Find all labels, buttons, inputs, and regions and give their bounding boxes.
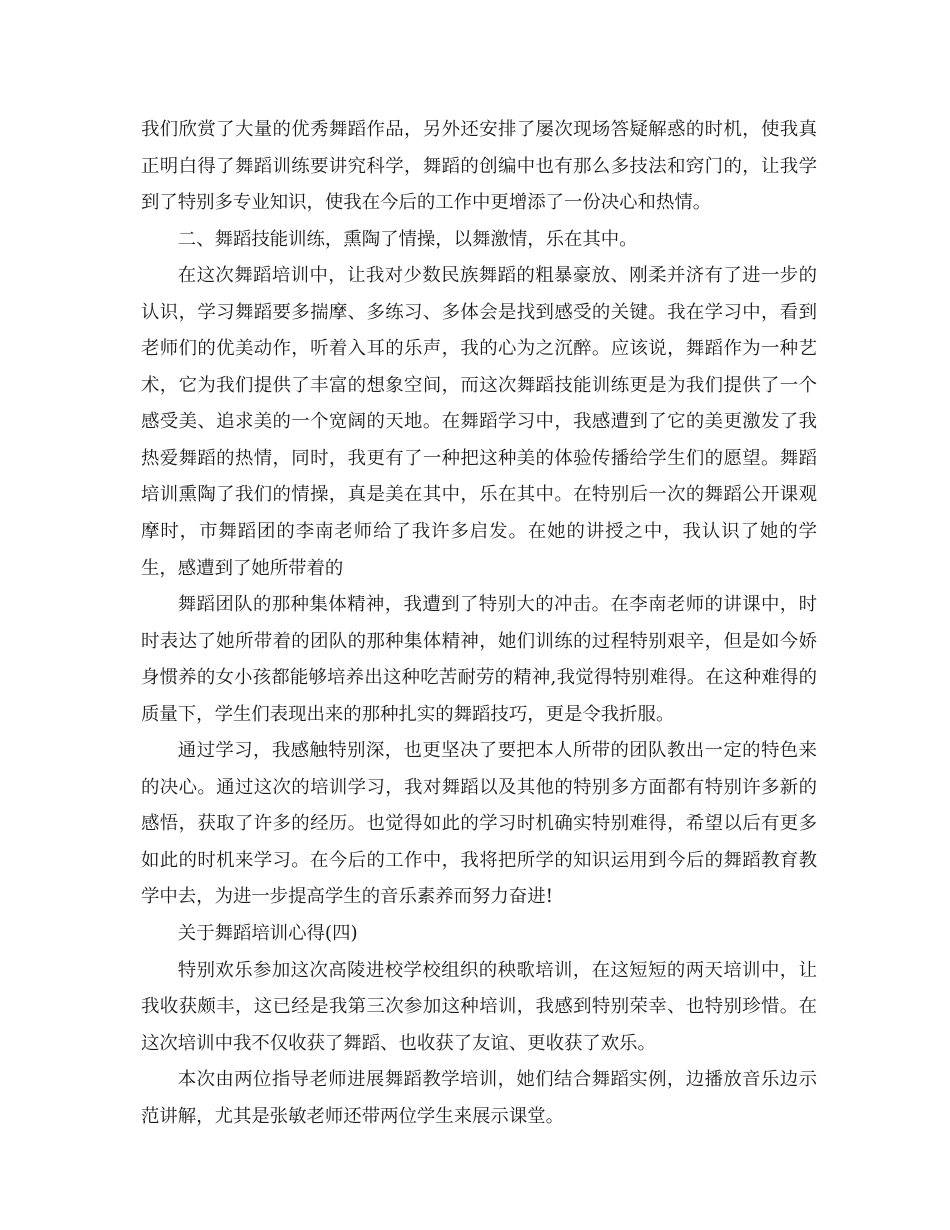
- section-heading-skills-training: 二、舞蹈技能训练，熏陶了情操，以舞激情，乐在其中。: [177, 228, 638, 250]
- paragraph-1: 我们欣赏了大量的优秀舞蹈作品，另外还安排了屡次现场答疑解惑的时机，使我真正明白得了舞蹈训练要讲究科学，舞蹈的创编中也有那么多技法和窍门的，让我学到了特别多专业知识，使我在今后的工作中更增添了一份决心和热情。: [141, 119, 817, 214]
- paragraph-7: 特别欢乐参加这次高陵进校学校组织的秧歌培训，在这短短的两天培训中，让我收获颇丰，这已经是我第三次参加这种培训，我感到特别荣幸、也特别珍惜。在这次培训中我不仅收获了舞蹈、也收获了友谊、更收获了欢乐。: [141, 959, 817, 1054]
- paragraph-8: 本次由两位指导老师进展舞蹈教学培训，她们结合舞蹈实例，边播放音乐边示范讲解，尤其是张敏老师还带两位学生来展示课堂。: [141, 1069, 817, 1127]
- section-heading-part-four: 关于舞蹈培训心得(四): [177, 923, 358, 945]
- paragraph-3: 在这次舞蹈培训中，让我对少数民族舞蹈的粗暴豪放、刚柔并济有了进一步的认识，学习舞蹈要多揣摩、多练习、多体会是找到感受的关键。我在学习中，看到老师们的优美动作，听着入耳的乐声，我的心为之沉醉。应该说，舞蹈作为一种艺术，它为我们提供了丰富的想象空间，而这次舞蹈技能训练更是为我们提供了一个感受美、追求美的一个宽阔的天地。在舞蹈学习中，我感遭到了它的美更激发了我热爱舞蹈的热情，同时，我更有了一种把这种美的体验传播给学生们的愿望。舞蹈培训熏陶了我们的情操，真是美在其中，乐在其中。在特别后一次的舞蹈公开课观摩时，市舞蹈团的李南老师给了我许多启发。在她的讲授之中，我认识了她的学生，感遭到了她所带着的: [141, 265, 817, 579]
- body-text: [141, 112, 817, 1135]
- paragraph-4: 舞蹈团队的那种集体精神，我遭到了特别大的冲击。在李南老师的讲课中，时时表达了她所带着的团队的那种集体精神，她们训练的过程特别艰辛，但是如今娇身惯养的女小孩都能够培养出这种吃苦耐劳的精神,我觉得特别难得。在这种难得的质量下，学生们表现出来的那种扎实的舞蹈技巧，更是令我折服。: [141, 594, 817, 725]
- paragraph-5: 通过学习，我感触特别深，也更坚决了要把本人所带的团队教出一定的特色来的决心。通过这次的培训学习，我对舞蹈以及其他的特别多方面都有特别许多新的感悟，获取了许多的经历。也觉得如此的学习时机确实特别难得，希望以后有更多如此的时机来学习。在今后的工作中，我将把所学的知识运用到今后的舞蹈教育教学中去，为进一步提高学生的音乐素养而努力奋进!: [141, 740, 817, 908]
